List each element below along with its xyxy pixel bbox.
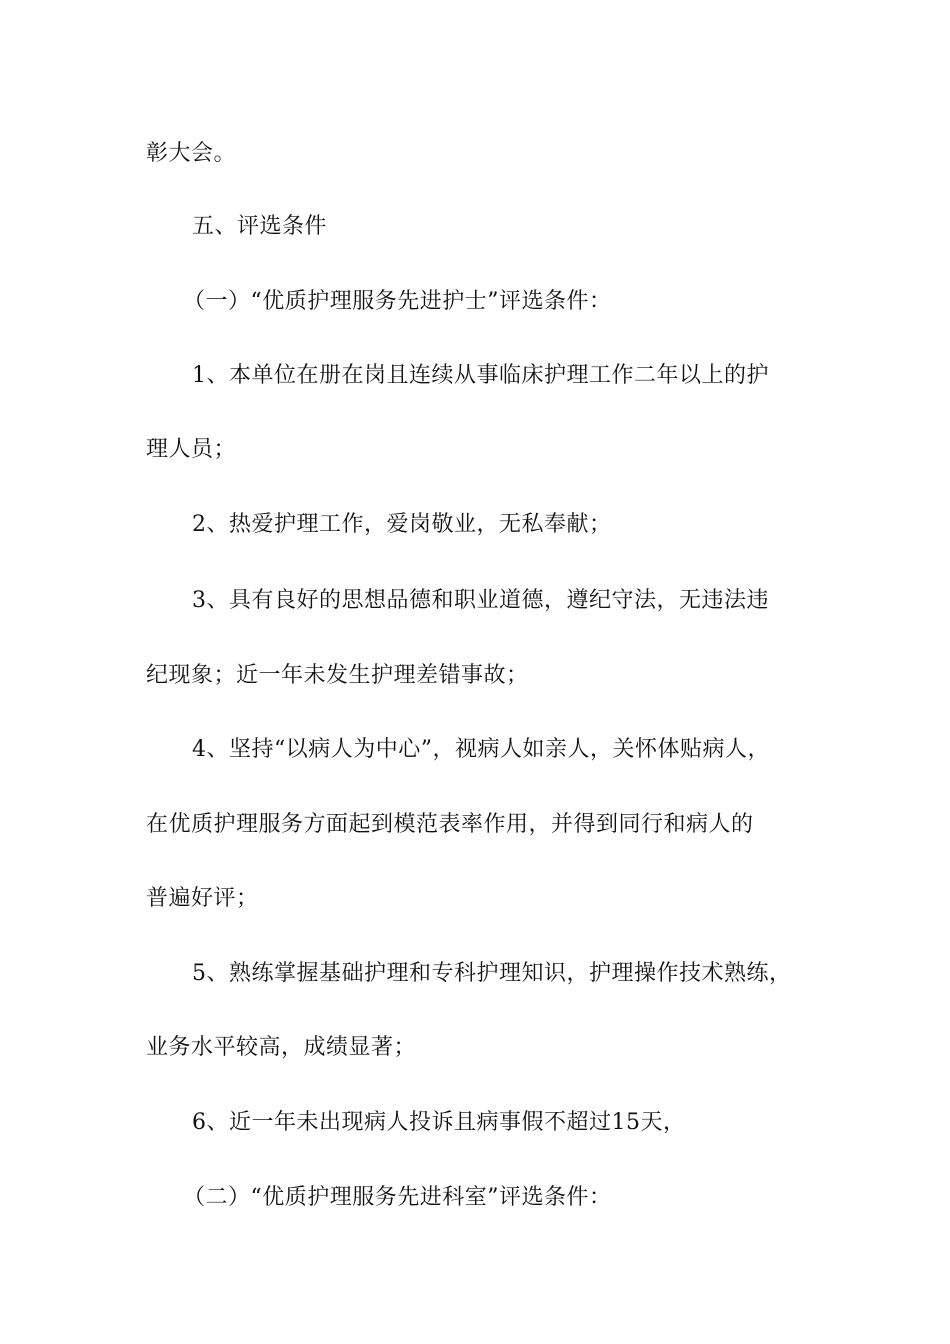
text-line: 纪现象；近一年未发生护理差错事故； <box>146 663 529 688</box>
criterion-item: 1、本单位在册在岗且连续从事临床护理工作二年以上的护 <box>192 363 769 388</box>
section-heading: 五、评选条件 <box>192 214 328 239</box>
text-line: 彰大会。 <box>146 141 237 166</box>
subsection-heading: （二）“优质护理服务先进科室”评选条件： <box>183 1185 612 1210</box>
text-line: 理人员； <box>146 437 237 462</box>
text-line: 业务水平较高，成绩显著； <box>146 1035 417 1060</box>
criterion-item: 5、熟练掌握基础护理和专科护理知识，护理操作技术熟练， <box>192 961 792 986</box>
criterion-item: 4、坚持“以病人为中心”，视病人如亲人，关怀体贴病人， <box>192 737 770 762</box>
text-line: 普遍好评； <box>146 886 259 911</box>
criterion-item: 6、近一年未出现病人投诉且病事假不超过15天， <box>192 1110 686 1135</box>
criterion-item: 3、具有良好的思想品德和职业道德，遵纪守法，无违法违 <box>192 588 769 613</box>
criterion-item: 2、热爱护理工作，爱岗敬业，无私奉献； <box>192 512 612 537</box>
subsection-heading: （一）“优质护理服务先进护士”评选条件： <box>183 289 612 314</box>
text-line: 在优质护理服务方面起到模范表率作用，并得到同行和病人的 <box>146 812 754 837</box>
